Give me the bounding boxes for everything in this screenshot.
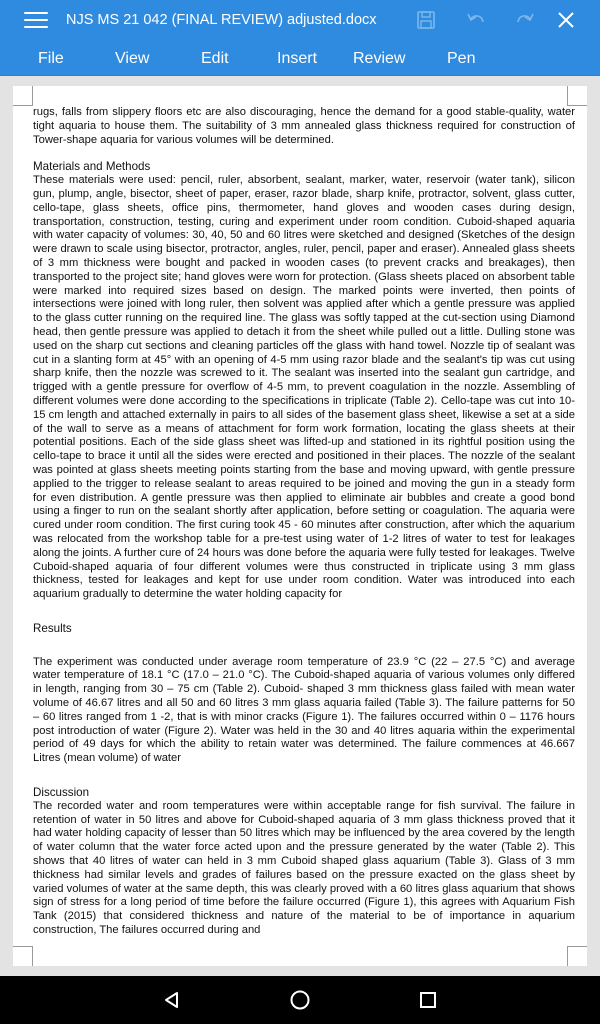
menu-edit[interactable]: Edit <box>201 50 229 67</box>
methods-heading: Materials and Methods <box>33 160 151 174</box>
intro-paragraph: rugs, falls from slippery floors etc are also discouraging, hence the demand for a good stable-quality, water tight aquaria to house them. The suitability of 3 mm annealed glass thickness required for construction of Tower-shape aquaria for various volumes will be determined. <box>33 106 575 146</box>
results-heading: Results <box>33 621 72 635</box>
document-area[interactable] <box>0 76 600 976</box>
home-icon[interactable] <box>288 988 312 1012</box>
redo-icon[interactable] <box>514 9 536 31</box>
menu-view[interactable]: View <box>115 50 150 67</box>
menu-icon[interactable] <box>24 12 48 28</box>
menu-insert[interactable]: Insert <box>277 50 318 67</box>
menu-file[interactable]: File <box>38 50 64 67</box>
discussion-heading: Discussion <box>33 786 90 800</box>
page-corner-mark <box>13 86 33 106</box>
document-title: NJS MS 21 042 (FINAL REVIEW) adjusted.docx <box>66 12 377 28</box>
document-page[interactable] <box>13 86 587 966</box>
save-icon[interactable] <box>415 9 437 31</box>
document-body[interactable] <box>33 106 575 938</box>
page-corner-mark <box>567 86 587 106</box>
page-corner-mark <box>567 946 587 966</box>
close-icon[interactable] <box>555 9 577 31</box>
title-bar <box>0 0 600 40</box>
discussion-paragraph: The recorded water and room temperatures were within acceptable range for fish survival. The failure in retention of water in 50 litres and above for Cuboid-shaped aquaria of 3 mm glass thickness proved that it had water holding capacity of lesser than 50 litres which may be influenced by the area covered by the length of water column that the water force acted upon and the pressure generated by the water (Table 2). This shows that 40 litres of water can held in 3 mm Cuboid shaped glass aquarium (Table 3). Glass of 3 mm thickness had similar levels and grades of failures based on the pressure exacted on the glass sheet by varied volumes of water at the same depth, this was clearly proved with a 60 litres glass aquarium that shows sign of stress for a long period of time before the failure occurred (Figure 1), this agrees with Aquarium Fish Tank (2015) that considered thickness and nature of the material to be of importance in aquarium construction, The failures occurred during and <box>33 799 575 937</box>
page-corner-mark <box>13 946 33 966</box>
recents-icon[interactable] <box>416 988 440 1012</box>
menu-pen[interactable]: Pen <box>447 50 476 67</box>
menu-review[interactable]: Review <box>353 50 406 67</box>
methods-paragraph: These materials were used: pencil, ruler, absorbent, sealant, marker, water, reservoir (water tank), silicon gun, plump, angle, bisector, sheet of paper, eraser, razor blade, sharp knife, protractor, solvent, glass cutter, cello-tape, glass sheets, office pins, thermometer, hand gloves and wooden cases during design, transportation, construction, testing, curing and experiment under room condition. Cuboid-shaped aquaria with water capacity of volumes: 30, 40, 50 and 60 litres were sketched and designed (Sketches of the design were drawn to scale using bisector, protractor, angles, ruler, pencil, paper and eraser). Annealed glass sheets of 3 mm thickness were bought and packed in wooden cases (to prevent cracks and breakages), then transported to the project site; hand gloves were worn for protection. (Glass sheets placed on absorbent table were marked into required sizes based on design. The marked points were inverted, then points of intersections were joined with long ruler, then solvent was applied after which a gentle pressure was applied to the glass cutter running on the required line. The glass was softly tapped at the cut-section using Diamond head, then gentle pressure was applied to detach it from the sheet while pulled out a little. Dulling stone was used on the sharp cut sections and cleaning particles off the glass with hand towel. Nozzle tip of sealant was cut in a slanting form at 45° with an opening of 4-5 mm using razor blade and the sealant's tip was cut using sharp knife, then the nozzle was screwed to it. The sealant was inserted into the sealant gun cartridge, and trigged with a gentle pressure for overflow of 4-5 mm, to prevent coagulation in the nozzle. Assembling of different volumes were done according to the specifications in triplicate (Table 2). Cello-tape was cut into 10-15 cm length and attached externally in pairs to all sides of the basement glass sheet, likewise a set at a side of the wall to serve as a means of attachment for form work formation, locating the glass sheets at their potential positions. Each of the side glass sheet was lifted-up and stationed in its rightful position using the cello-tape to brace it until all the sides were erected and positioned in their places. The nozzle of the sealant was pointed at glass sheets meeting points starting from the base and moving upward, with gentle pressure applied to the trigger to release sealant to areas required to be joined and moving the gun in a steady form for even distribution. A gentle pressure was then applied to eliminate air bubbles and create a good bond using a finger to run on the sealant shortly after application, before setting or coagulation. The aquaria were cured under room condition. The first curing took 45 - 60 minutes after construction, after which the aquarium was relocated from the workshop table for a pre-test using water of 1-2 litres of water to test for leakages along the joints. A further cure of 24 hours was done before the aquaria were fully tested for leakages. Twelve Cuboid-shaped aquaria of four different volumes were thus constructed in triplicate using 3 mm glass thickness, tested for leakages and kept for use under room condition. Water was introduced into each aquarium gradually to determine the water holding capacity for <box>33 174 575 601</box>
undo-icon[interactable] <box>465 9 487 31</box>
back-icon[interactable] <box>160 988 184 1012</box>
results-paragraph: The experiment was conducted under average room temperature of 23.9 °C (22 – 27.5 °C) and average water temperature of 18.1 °C (17.0 – 21.0 °C). The Cuboid-shaped aquaria of various volumes only differed in length, ranging from 30 – 75 cm (Table 2). Cuboid- shaped 3 mm thickness glass failed with mean water volume of 46.67 litres and all 50 and 60 litres 3 mm glass aquaria failed (Table 3). The failure patterns for 50 – 60 litres ranged from 1 -2, that is with minor cracks (Figure 1). The failures occurred within 0 – 1176 hours post introduction of water (Figure 2). Water was held in the 30 and 40 litres aquaria within the experimental period of 49 days for which the ability to retain water was determined. The failure commences at 46.667 Litres (mean volume) of water <box>33 655 575 765</box>
system-nav-bar <box>0 976 600 1024</box>
menu-bar <box>0 40 600 76</box>
